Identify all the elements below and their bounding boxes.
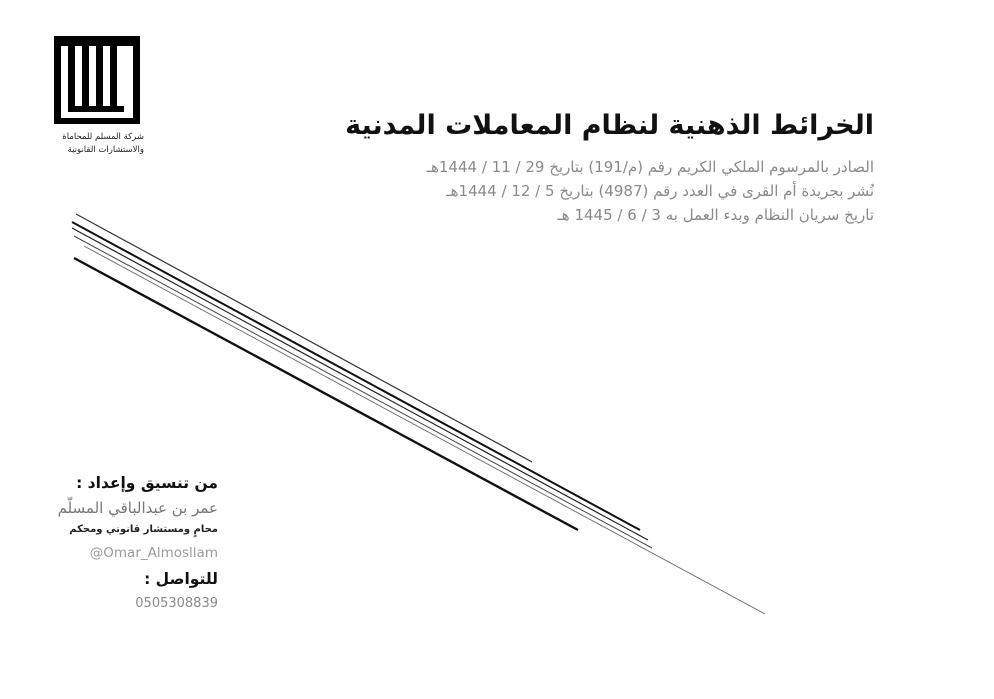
logo-line-2: والاستشارات القانونية <box>67 145 144 155</box>
prepared-by-heading: من تنسيق وإعداد : <box>76 474 218 492</box>
author-role: محامٍ ومستشار قانوني ومحكم <box>69 524 218 535</box>
logo-line-1: شركة المسلم للمحاماة <box>62 132 144 142</box>
decree-line: الصادر بالمرسوم الملكي الكريم رقم (م/191) بتاريخ 29 / 11 / 1444هـ <box>426 158 874 176</box>
credits-block <box>18 470 218 616</box>
effective-date-line: تاريخ سريان النظام وبدء العمل به 3 / 6 / 1445 هـ <box>557 206 874 224</box>
decor-line <box>76 214 532 462</box>
publication-line: نُشر بجريدة أم القرى في العدد رقم (4987) بتاريخ 5 / 12 / 1444هـ <box>446 182 874 200</box>
contact-heading: للتواصل : <box>144 570 218 588</box>
phone-number-link[interactable]: 0505308839 <box>135 596 218 611</box>
social-handle-link[interactable]: @Omar_Almosllam <box>89 545 218 561</box>
author-name: عمر بن عبدالباقي المسلّم <box>57 499 218 517</box>
document-title: الخرائط الذهنية لنظام المعاملات المدنية <box>345 110 874 141</box>
